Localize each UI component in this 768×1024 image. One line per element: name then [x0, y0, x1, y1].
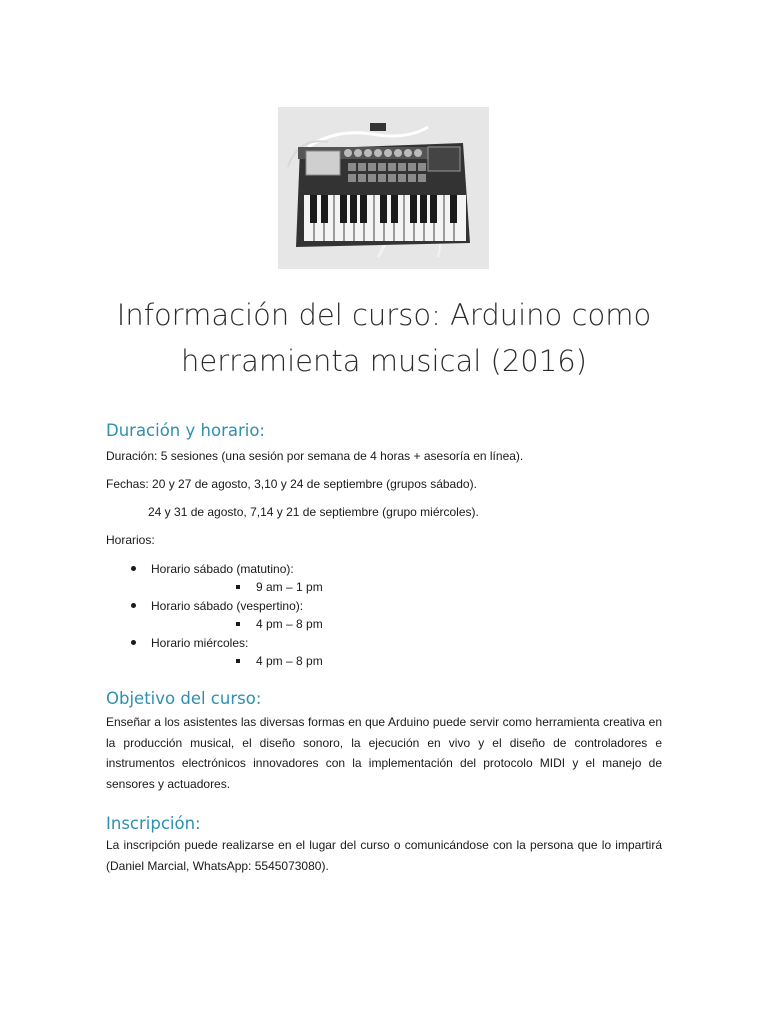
section-heading-objetivo: Objetivo del curso:	[106, 689, 262, 708]
bullet-dot	[131, 603, 136, 608]
horario-time: 9 am – 1 pm	[256, 580, 323, 594]
bullet-dot	[131, 640, 136, 645]
fechas-line-1: Fechas: 20 y 27 de agosto, 3,10 y 24 de septiembre (grupos sábado).	[106, 477, 477, 491]
horario-label: Horario miércoles:	[151, 636, 249, 650]
horario-label: Horario sábado (vespertino):	[151, 599, 304, 613]
horario-time: 4 pm – 8 pm	[256, 617, 323, 631]
objetivo-text: Enseñar a los asistentes las diversas formas en que Arduino puede servir como herramienta creativa en la producción musical, el diseño sonoro, la ejecución en vivo y el diseño de controladores e instrumentos electrónicos innovadores con la implementación del protocolo MIDI y el manejo de sensores y actuadores.	[106, 715, 662, 791]
bullet-square	[236, 659, 240, 663]
title-line-2: herramienta musical (2016)	[181, 344, 587, 378]
fechas-line-2: 24 y 31 de agosto, 7,14 y 21 de septiembre (grupo miércoles).	[148, 505, 479, 519]
horario-time: 4 pm – 8 pm	[256, 654, 323, 668]
duracion-text: Duración: 5 sesiones (una sesión por semana de 4 horas + asesoría en línea).	[106, 449, 524, 463]
keyboard-photo	[278, 107, 489, 269]
section-heading-inscripcion: Inscripción:	[106, 814, 201, 833]
title-line-1: Información del curso: Arduino como	[116, 298, 652, 332]
horario-label: Horario sábado (matutino):	[151, 562, 294, 576]
bullet-square	[236, 622, 240, 626]
section-heading-duracion: Duración y horario:	[106, 421, 265, 440]
horarios-label: Horarios:	[106, 533, 155, 547]
page-title	[60, 292, 708, 384]
inscripcion-text: La inscripción puede realizarse en el lugar del curso o comunicándose con la persona que lo impartirá (Daniel Marcial, WhatsApp: 5545073080).	[106, 838, 662, 873]
bullet-dot	[131, 566, 136, 571]
midi-keyboard-illustration	[278, 107, 489, 269]
bullet-square	[236, 585, 240, 589]
